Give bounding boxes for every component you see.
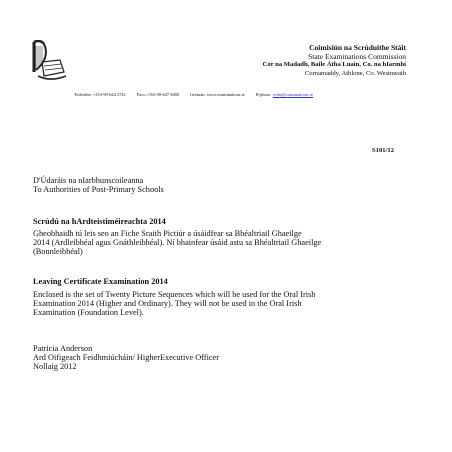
address-irish: Cor na Madadh, Baile Átha Luain, Co. na hIarmhí [262,61,406,68]
addressee [33,176,164,194]
letter-date: Nollaig 2012 [33,362,77,372]
email-label: R-phost: [255,92,271,97]
phone-number: Teileafón: +353-90-644 2741 [74,92,126,97]
irish-line: (Bonnleibhéal) [33,247,83,257]
address-english: Cornamaddy, Athlone, Co. Westmeath [304,69,406,77]
irish-paragraph [33,229,433,257]
english-line: Examination 2014 (Higher and Ordinary). They will not be used in the Oral Irish [33,299,302,309]
org-name-irish: Coimisiún na Scrúduithe Stáit [309,43,406,52]
signature-block [33,344,219,372]
org-header [263,44,406,78]
website: Gréasán: www.examinations.ie [190,92,245,97]
english-line: Examination (Foundation Level). [33,308,144,318]
english-paragraph [33,290,433,318]
email-link[interactable]: ecdu@examinations.ie [272,92,313,97]
signatory-title: Ard Oifigeach Feidhmiúcháin/ HigherExecutive Officer [33,353,219,363]
reference-number: S101/12 [372,147,394,154]
english-heading: Leaving Certificate Examination 2014 [33,277,168,286]
addressee-english: To Authorities of Post-Primary Schools [33,185,164,195]
english-line: Enclosed is the set of Twenty Picture Sequences which will be used for the Oral Irish [33,290,316,299]
signatory-name: Patricia Anderson [33,344,93,353]
irish-line: Gheobhaidh tú leis seo an Fiche Sraith Pictiúr a úsáidfear sa Bhéaltriail Ghaeilge [33,229,302,238]
fax-number: Facs:+353-90-647 3080 [136,92,179,97]
addressee-irish: D'Údaráis na nIarbhunscoileanna [33,176,144,185]
harp-logo-icon [28,40,70,86]
contact-line [74,92,313,97]
irish-line: 2014 (Ardleibhéal agus Gnáthleibhéal). Ní bhainfear úsáid astu sa Bhéaltriail Ghaeilge [33,238,322,248]
org-name-english: State Examinations Commission [308,51,406,61]
irish-heading: Scrúdú na hArdteistiméireachta 2014 [33,217,166,226]
